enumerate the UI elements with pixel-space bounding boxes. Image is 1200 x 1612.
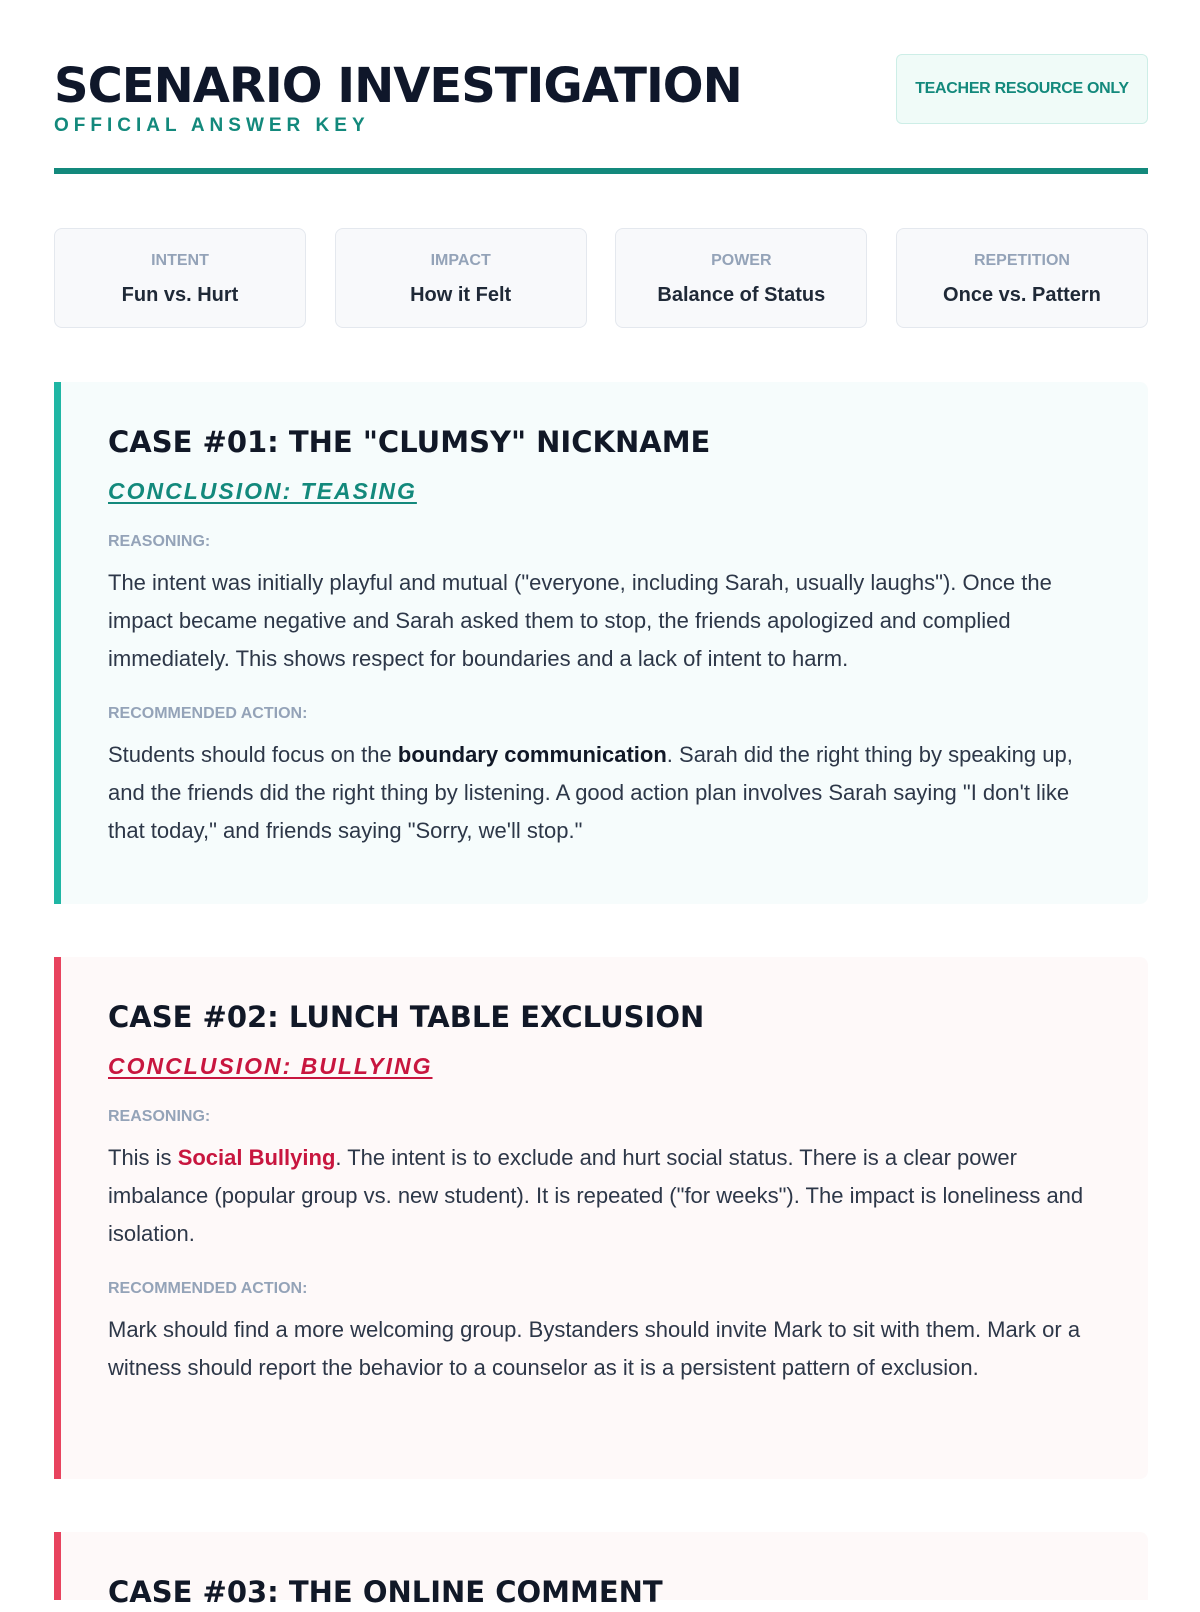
case-title: CASE #03: THE ONLINE COMMENT: [108, 1575, 663, 1609]
reasoning-text: The intent was initially playful and mutual ("everyone, including Sarah, usually laughs"). Once the impact became negative and Sarah asked them to stop, the friends apologized and complied immediately. This shows respect for boundaries and a lack of intent to harm.: [108, 570, 1052, 671]
page-title: SCENARIO INVESTIGATION: [54, 58, 742, 114]
pillar-value: Fun vs. Hurt: [121, 284, 239, 306]
case-card-01: [54, 382, 1148, 904]
pillar-repetition: [896, 228, 1148, 328]
action-text-start: Students should focus on the: [108, 742, 398, 767]
reasoning-label: REASONING:: [108, 1108, 211, 1125]
pillar-power: [615, 228, 867, 328]
case-card-02: [54, 957, 1148, 1479]
page-header: [54, 52, 1148, 174]
reasoning-text-end: . The intent is to exclude and hurt social status. There is a clear power imbalance (popular group vs. new student). It is repeated ("for weeks"). The impact is loneliness and isolation.: [108, 1145, 1084, 1246]
pillar-value: Balance of Status: [657, 284, 826, 306]
action-text-end: . Sarah did the right thing by speaking up, and the friends did the right thing by listening. A good action plan involves Sarah saying "I don't like that today," and friends saying "Sorry, we'll stop.": [108, 742, 1073, 843]
reasoning-text-start: This is: [108, 1145, 178, 1170]
case-conclusion: CONCLUSION: TEASING: [108, 478, 417, 504]
bullying-type-highlight: Social Bullying: [177, 1145, 336, 1170]
pillar-impact: [335, 228, 587, 328]
action-emphasis: boundary communication: [397, 742, 667, 767]
pillar-value: How it Felt: [410, 284, 512, 306]
action-label: RECOMMENDED ACTION:: [108, 705, 308, 722]
page-subtitle: OFFICIAL ANSWER KEY: [54, 115, 370, 136]
action-label: RECOMMENDED ACTION:: [108, 1280, 308, 1297]
pillar-label: POWER: [711, 252, 772, 269]
case-card-03: [54, 1532, 1148, 1609]
pillar-label: IMPACT: [430, 252, 491, 269]
case-title: CASE #01: THE "CLUMSY" NICKNAME: [108, 425, 711, 459]
teacher-resource-badge: TEACHER RESOURCE ONLY: [896, 54, 1148, 124]
pillar-value: Once vs. Pattern: [943, 284, 1101, 306]
action-text: Mark should find a more welcoming group. Bystanders should invite Mark to sit with them. Mark or a witness should report the behavior to a counselor as it is a persistent pattern of exclusion.: [108, 1317, 1081, 1380]
pillar-intent: [54, 228, 306, 328]
case-conclusion: CONCLUSION: BULLYING: [108, 1053, 433, 1079]
pillar-label: INTENT: [151, 252, 209, 269]
reasoning-label: REASONING:: [108, 533, 211, 550]
pillar-label: REPETITION: [973, 252, 1070, 269]
criteria-pillars: [54, 228, 1148, 328]
reasoning-text: [108, 1139, 1108, 1253]
case-title: CASE #02: LUNCH TABLE EXCLUSION: [108, 1000, 705, 1034]
action-text: [108, 736, 1108, 850]
